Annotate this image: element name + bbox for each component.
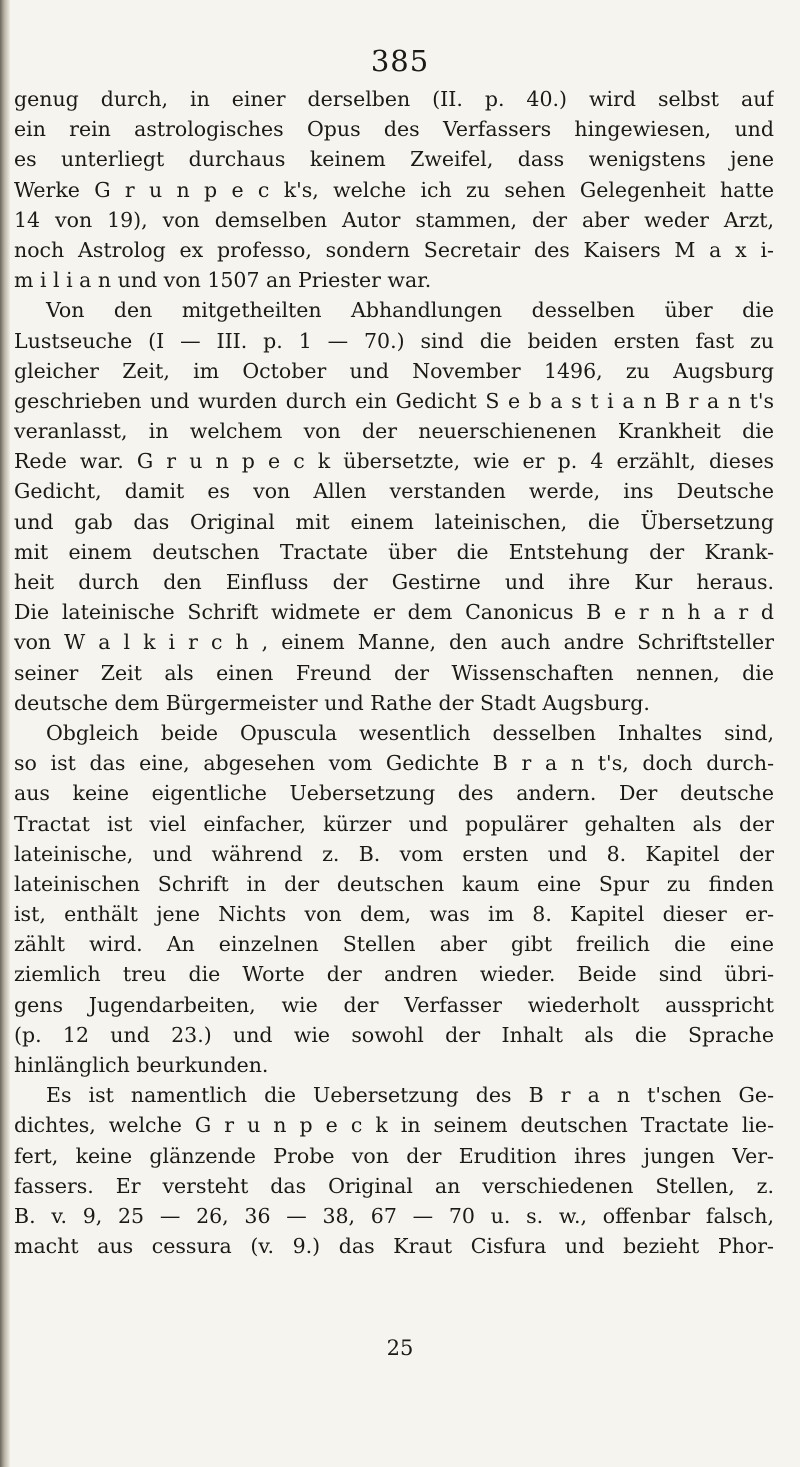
text-line: von W a l k i r c h , einem Manne, den auch andre Schriftsteller <box>14 630 774 655</box>
text-line: ist, enthält jene Nichts von dem, was im 8. Kapitel dieser er- <box>14 902 774 927</box>
text-line: (p. 12 und 23.) und wie sowohl der Inhalt als die Sprache <box>14 1022 774 1047</box>
text-line: Gedicht, damit es von Allen verstanden werde, ins Deutsche <box>14 479 774 504</box>
text-line: m i l i a n und von 1507 an Priester war. <box>14 268 432 293</box>
text-line: zählt wird. An einzelnen Stellen aber gibt freilich die eine <box>14 932 774 957</box>
text-line: gens Jugendarbeiten, wie der Verfasser wiederholt ausspricht <box>14 992 774 1017</box>
text-line: so ist das eine, abgesehen vom Gedichte B r a n t's, doch durch- <box>14 751 774 776</box>
text-line: heit durch den Einfluss der Gestirne und ihre Kur heraus. <box>14 570 774 594</box>
text-line: Rede war. G r u n p e c k übersetzte, wie er p. 4 erzählt, dieses <box>14 449 774 474</box>
text-line: dichtes, welche G r u n p e c k in seinem deutschen Tractate lie- <box>14 1113 774 1138</box>
text-line: Lustseuche (I — III. p. 1 — 70.) sind die beiden ersten fast zu <box>14 328 774 353</box>
text-line: gleicher Zeit, im October und November 1496, zu Augsburg <box>14 358 774 383</box>
text-line: 14 von 19), von demselben Autor stammen, der aber weder Arzt, <box>14 207 774 232</box>
text-line: geschrieben und wurden durch ein Gedicht S e b a s t i a n B r a n t's <box>14 388 774 413</box>
text-line: ziemlich treu die Worte der andren wieder. Beide sind übri- <box>14 962 774 987</box>
text-line: ein rein astrologisches Opus des Verfassers hingewiesen, und <box>14 117 774 142</box>
text-line: Die lateinische Schrift widmete er dem Canonicus B e r n h a r d <box>14 600 774 625</box>
page-gutter-shadow <box>0 0 10 1467</box>
paragraph-start-line: Obgleich beide Opuscula wesentlich desselben Inhaltes sind, <box>46 720 774 745</box>
text-line: noch Astrolog ex professo, sondern Secretair des Kaisers M a x i- <box>14 237 774 262</box>
text-line: Tractat ist viel einfacher, kürzer und populärer gehalten als der <box>14 811 774 836</box>
text-line: genug durch, in einer derselben (II. p. 40.) wird selbst auf <box>14 87 774 111</box>
text-line: lateinische, und während z. B. vom ersten und 8. Kapitel der <box>14 841 774 866</box>
text-line: lateinischen Schrift in der deutschen kaum eine Spur zu finden <box>14 871 774 896</box>
text-line: mit einem deutschen Tractate über die Entstehung der Krank- <box>14 539 774 564</box>
text-line: es unterliegt durchaus keinem Zweifel, dass wenigstens jene <box>14 147 774 172</box>
text-line: aus keine eigentliche Uebersetzung des andern. Der deutsche <box>14 781 774 806</box>
text-line: seiner Zeit als einen Freund der Wissenschaften nennen, die <box>14 660 774 685</box>
text-line: fassers. Er versteht das Original an verschiedenen Stellen, z. <box>14 1173 774 1198</box>
text-line: und gab das Original mit einem lateinischen, die Übersetzung <box>14 509 774 534</box>
text-line: Werke G r u n p e c k's, welche ich zu sehen Gelegenheit hatte <box>14 177 774 202</box>
text-line: veranlasst, in welchem von der neuerschienenen Krankheit die <box>14 419 774 444</box>
text-line: macht aus cessura (v. 9.) das Kraut Cisfura und bezieht Phor- <box>14 1234 774 1259</box>
signature-mark: 25 <box>386 1336 414 1360</box>
text-line: deutsche dem Bürgermeister und Rathe der Stadt Augsburg. <box>14 690 650 715</box>
paragraph-start-line: Von den mitgetheilten Abhandlungen desselben über die <box>46 298 774 323</box>
text-line: fert, keine glänzende Probe von der Erudition ihres jungen Ver- <box>14 1143 774 1168</box>
page-number: 385 <box>370 44 430 78</box>
body-text <box>14 84 774 1261</box>
text-line: B. v. 9, 25 — 26, 36 — 38, 67 — 70 u. s. w., offenbar falsch, <box>14 1203 774 1228</box>
paragraph-start-line: Es ist namentlich die Uebersetzung des B r a n t'schen Ge- <box>46 1083 774 1108</box>
text-line: hinlänglich beurkunden. <box>14 1053 269 1077</box>
